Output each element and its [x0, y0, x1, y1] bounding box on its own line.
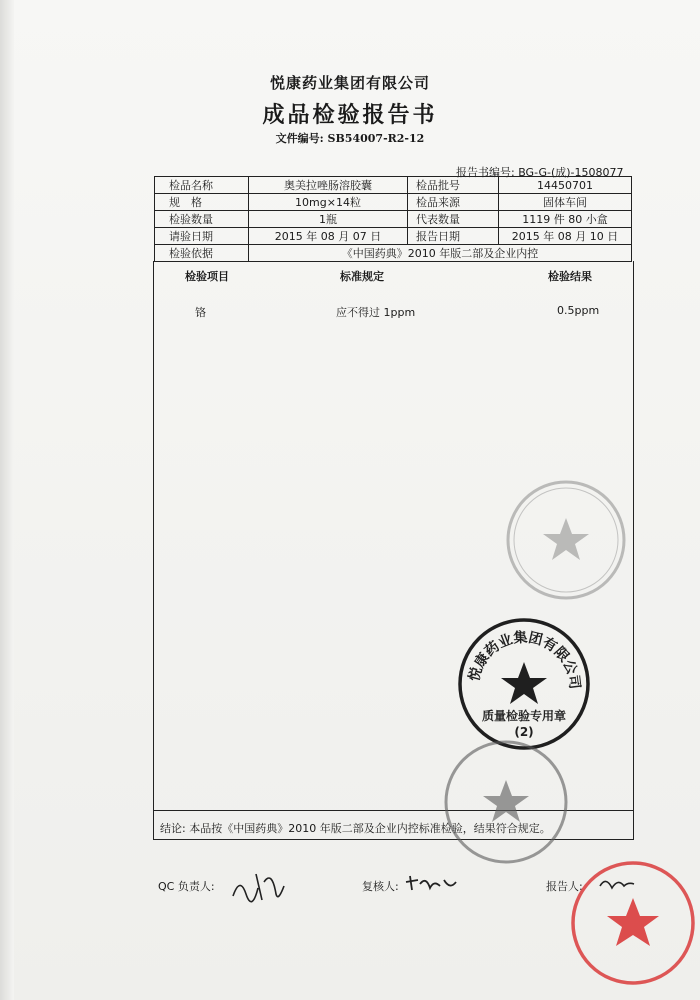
col-header-standard: 标准规定	[340, 270, 384, 283]
label-cell: 代表数量	[408, 211, 499, 228]
company-name: 悦康药业集团有限公司	[269, 74, 430, 92]
label-cell: 检验依据	[155, 245, 249, 262]
qc-signature	[228, 866, 288, 906]
value-cell: 14450701	[499, 177, 632, 194]
label-cell: 检验数量	[155, 211, 249, 228]
value-cell: 1119 件 80 小盒	[499, 211, 632, 228]
faded-company-seal	[440, 736, 572, 868]
report-number: 报告书编号: BG-G-(成)-1508077	[456, 166, 624, 179]
red-seal-stamp	[566, 856, 700, 990]
label-cell: 检品来源	[408, 194, 499, 211]
faded-seal-stamp	[502, 476, 630, 604]
label-cell: 请验日期	[155, 228, 249, 245]
table-row	[155, 228, 632, 245]
basis-value: 《中国药典》2010 年版二部及企业内控	[249, 245, 632, 262]
value-cell: 固体车间	[499, 194, 632, 211]
test-item: 铬	[195, 306, 206, 319]
document-title: 成品检验报告书	[262, 103, 438, 128]
value-cell: 2015 年 08 月 07 日	[249, 228, 408, 245]
value-cell: 奥美拉唑肠溶胶囊	[249, 177, 408, 194]
value-cell: 10mg×14粒	[249, 194, 408, 211]
reviewer-label: 复核人:	[362, 880, 399, 893]
seal-subtitle: 质量检验专用章	[481, 709, 567, 723]
value-cell: 2015 年 08 月 10 日	[499, 228, 632, 245]
test-standard: 应不得过 1ppm	[336, 306, 416, 319]
col-header-item: 检验项目	[185, 270, 229, 283]
quality-inspection-seal	[456, 616, 592, 752]
page-edge	[0, 0, 14, 1000]
label-cell: 规 格	[155, 194, 249, 211]
label-cell: 检品名称	[155, 177, 249, 194]
test-result: 0.5ppm	[557, 304, 600, 317]
table-row	[155, 194, 632, 211]
table-row	[155, 177, 632, 194]
seal-number: (2)	[514, 725, 534, 739]
reviewer-signature	[404, 872, 464, 896]
table-row	[155, 245, 632, 262]
qc-label: QC 负责人:	[158, 880, 215, 893]
table-row	[155, 211, 632, 228]
label-cell: 报告日期	[408, 228, 499, 245]
document-number: 文件编号: SB54007-R2-12	[275, 132, 425, 145]
info-table	[154, 176, 632, 262]
label-cell: 检品批号	[408, 177, 499, 194]
col-header-result: 检验结果	[548, 270, 592, 283]
reporter-label: 报告人:	[546, 880, 583, 893]
conclusion-text: 结论: 本品按《中国药典》2010 年版二部及企业内控标准检验，结果符合规定。	[160, 822, 551, 835]
seal-arc-text: 悦康药业集团有限公司	[466, 629, 583, 690]
value-cell: 1瓶	[249, 211, 408, 228]
